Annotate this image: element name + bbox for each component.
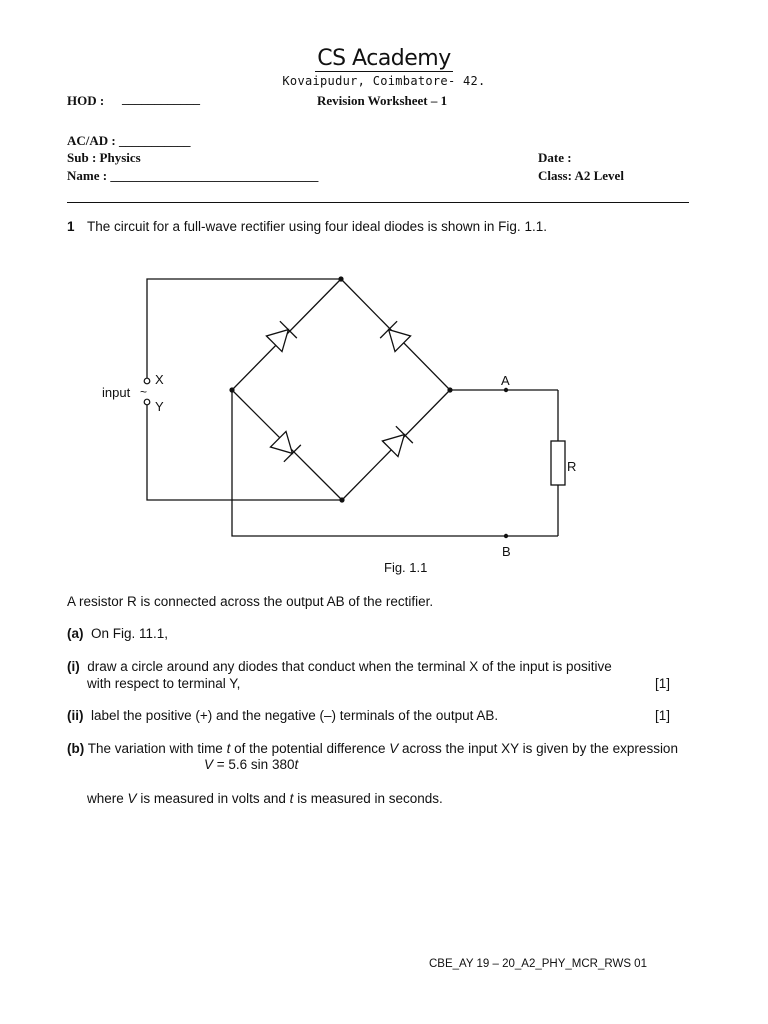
part-b-v: V xyxy=(389,741,399,756)
output-wire-b xyxy=(232,390,558,536)
ac-symbol: ~ xyxy=(140,385,148,399)
part-a-ii-mark: [1] xyxy=(655,708,671,723)
part-a-i xyxy=(67,659,612,674)
worksheet-title: Revision Worksheet – 1 xyxy=(317,93,448,108)
label-x: X xyxy=(155,372,164,387)
part-a-label: (a) xyxy=(67,626,84,641)
question-intro: The circuit for a full-wave rectifier using four ideal diodes is shown in Fig. 1.1. xyxy=(87,219,547,234)
part-a-text: On Fig. 11.1, xyxy=(91,626,169,641)
where-t: t xyxy=(289,791,294,806)
resistor-r xyxy=(551,441,565,485)
acad-label: AC/AD : ___________ xyxy=(67,133,191,148)
label-r: R xyxy=(567,459,577,474)
part-b-label: (b) xyxy=(67,741,85,756)
figure-caption: Fig. 1.1 xyxy=(384,560,428,575)
part-b-text-1: The variation with time xyxy=(87,741,223,756)
equation xyxy=(204,757,298,772)
junction-bottom xyxy=(339,497,344,502)
input-wire-bottom xyxy=(147,404,342,500)
label-a: A xyxy=(501,373,510,388)
diode-bottom-left xyxy=(270,431,301,462)
terminal-a xyxy=(504,388,508,392)
label-y: Y xyxy=(155,399,164,414)
part-b xyxy=(67,741,678,756)
where-2: is measured in volts and xyxy=(140,791,286,806)
diode-top-right xyxy=(380,321,411,352)
input-wire-top xyxy=(147,279,341,379)
input-label: input xyxy=(102,385,131,400)
name-label: Name : ________________________________ xyxy=(67,168,319,183)
part-b-t: t xyxy=(226,741,231,756)
where-v: V xyxy=(127,791,137,806)
hod-label: HOD : xyxy=(67,93,105,108)
part-a-ii-text: label the positive (+) and the negative (–) terminals of the output AB. xyxy=(91,708,499,723)
part-a-i-line2: with respect to terminal Y, xyxy=(87,676,241,691)
diode-bottom-right xyxy=(382,426,413,457)
diode-top-left xyxy=(266,321,297,352)
equation-mid: = 5.6 sin 380 xyxy=(216,757,295,772)
junction-left xyxy=(229,387,234,392)
resistor-text: A resistor R is connected across the output AB of the rectifier. xyxy=(67,594,434,609)
equation-t: t xyxy=(294,757,299,772)
hod-blank: ____________ xyxy=(122,91,200,106)
class-label: Class: A2 Level xyxy=(538,168,624,183)
footer-code: CBE_AY 19 – 20_A2_PHY_MCR_RWS 01 xyxy=(429,958,647,970)
subject-label: Sub : Physics xyxy=(67,150,141,165)
part-a-i-line1: draw a circle around any diodes that conduct when the terminal X of the input is positive xyxy=(87,659,612,674)
part-b-text-3: across the input XY is given by the expression xyxy=(402,741,678,756)
date-label: Date : xyxy=(538,150,572,165)
terminal-y xyxy=(144,399,150,405)
school-address: Kovaipudur, Coimbatore- 42. xyxy=(282,74,486,88)
where-line xyxy=(87,791,443,806)
part-a-i-mark: [1] xyxy=(655,676,671,691)
terminal-b xyxy=(504,534,508,538)
part-a-ii-label: (ii) xyxy=(67,708,84,723)
part-b-text-2: of the potential difference xyxy=(234,741,386,756)
part-a xyxy=(67,626,168,641)
part-a-ii xyxy=(67,708,498,723)
equation-v: V xyxy=(204,757,214,772)
where-3: is measured in seconds. xyxy=(297,791,443,806)
label-b: B xyxy=(502,544,511,559)
part-a-i-label: (i) xyxy=(67,659,80,674)
school-name: CS Academy xyxy=(317,46,451,71)
junction-top xyxy=(338,276,343,281)
question-number: 1 xyxy=(67,219,75,234)
terminal-x xyxy=(144,378,150,384)
junction-right xyxy=(447,387,452,392)
where-1: where xyxy=(87,791,124,806)
